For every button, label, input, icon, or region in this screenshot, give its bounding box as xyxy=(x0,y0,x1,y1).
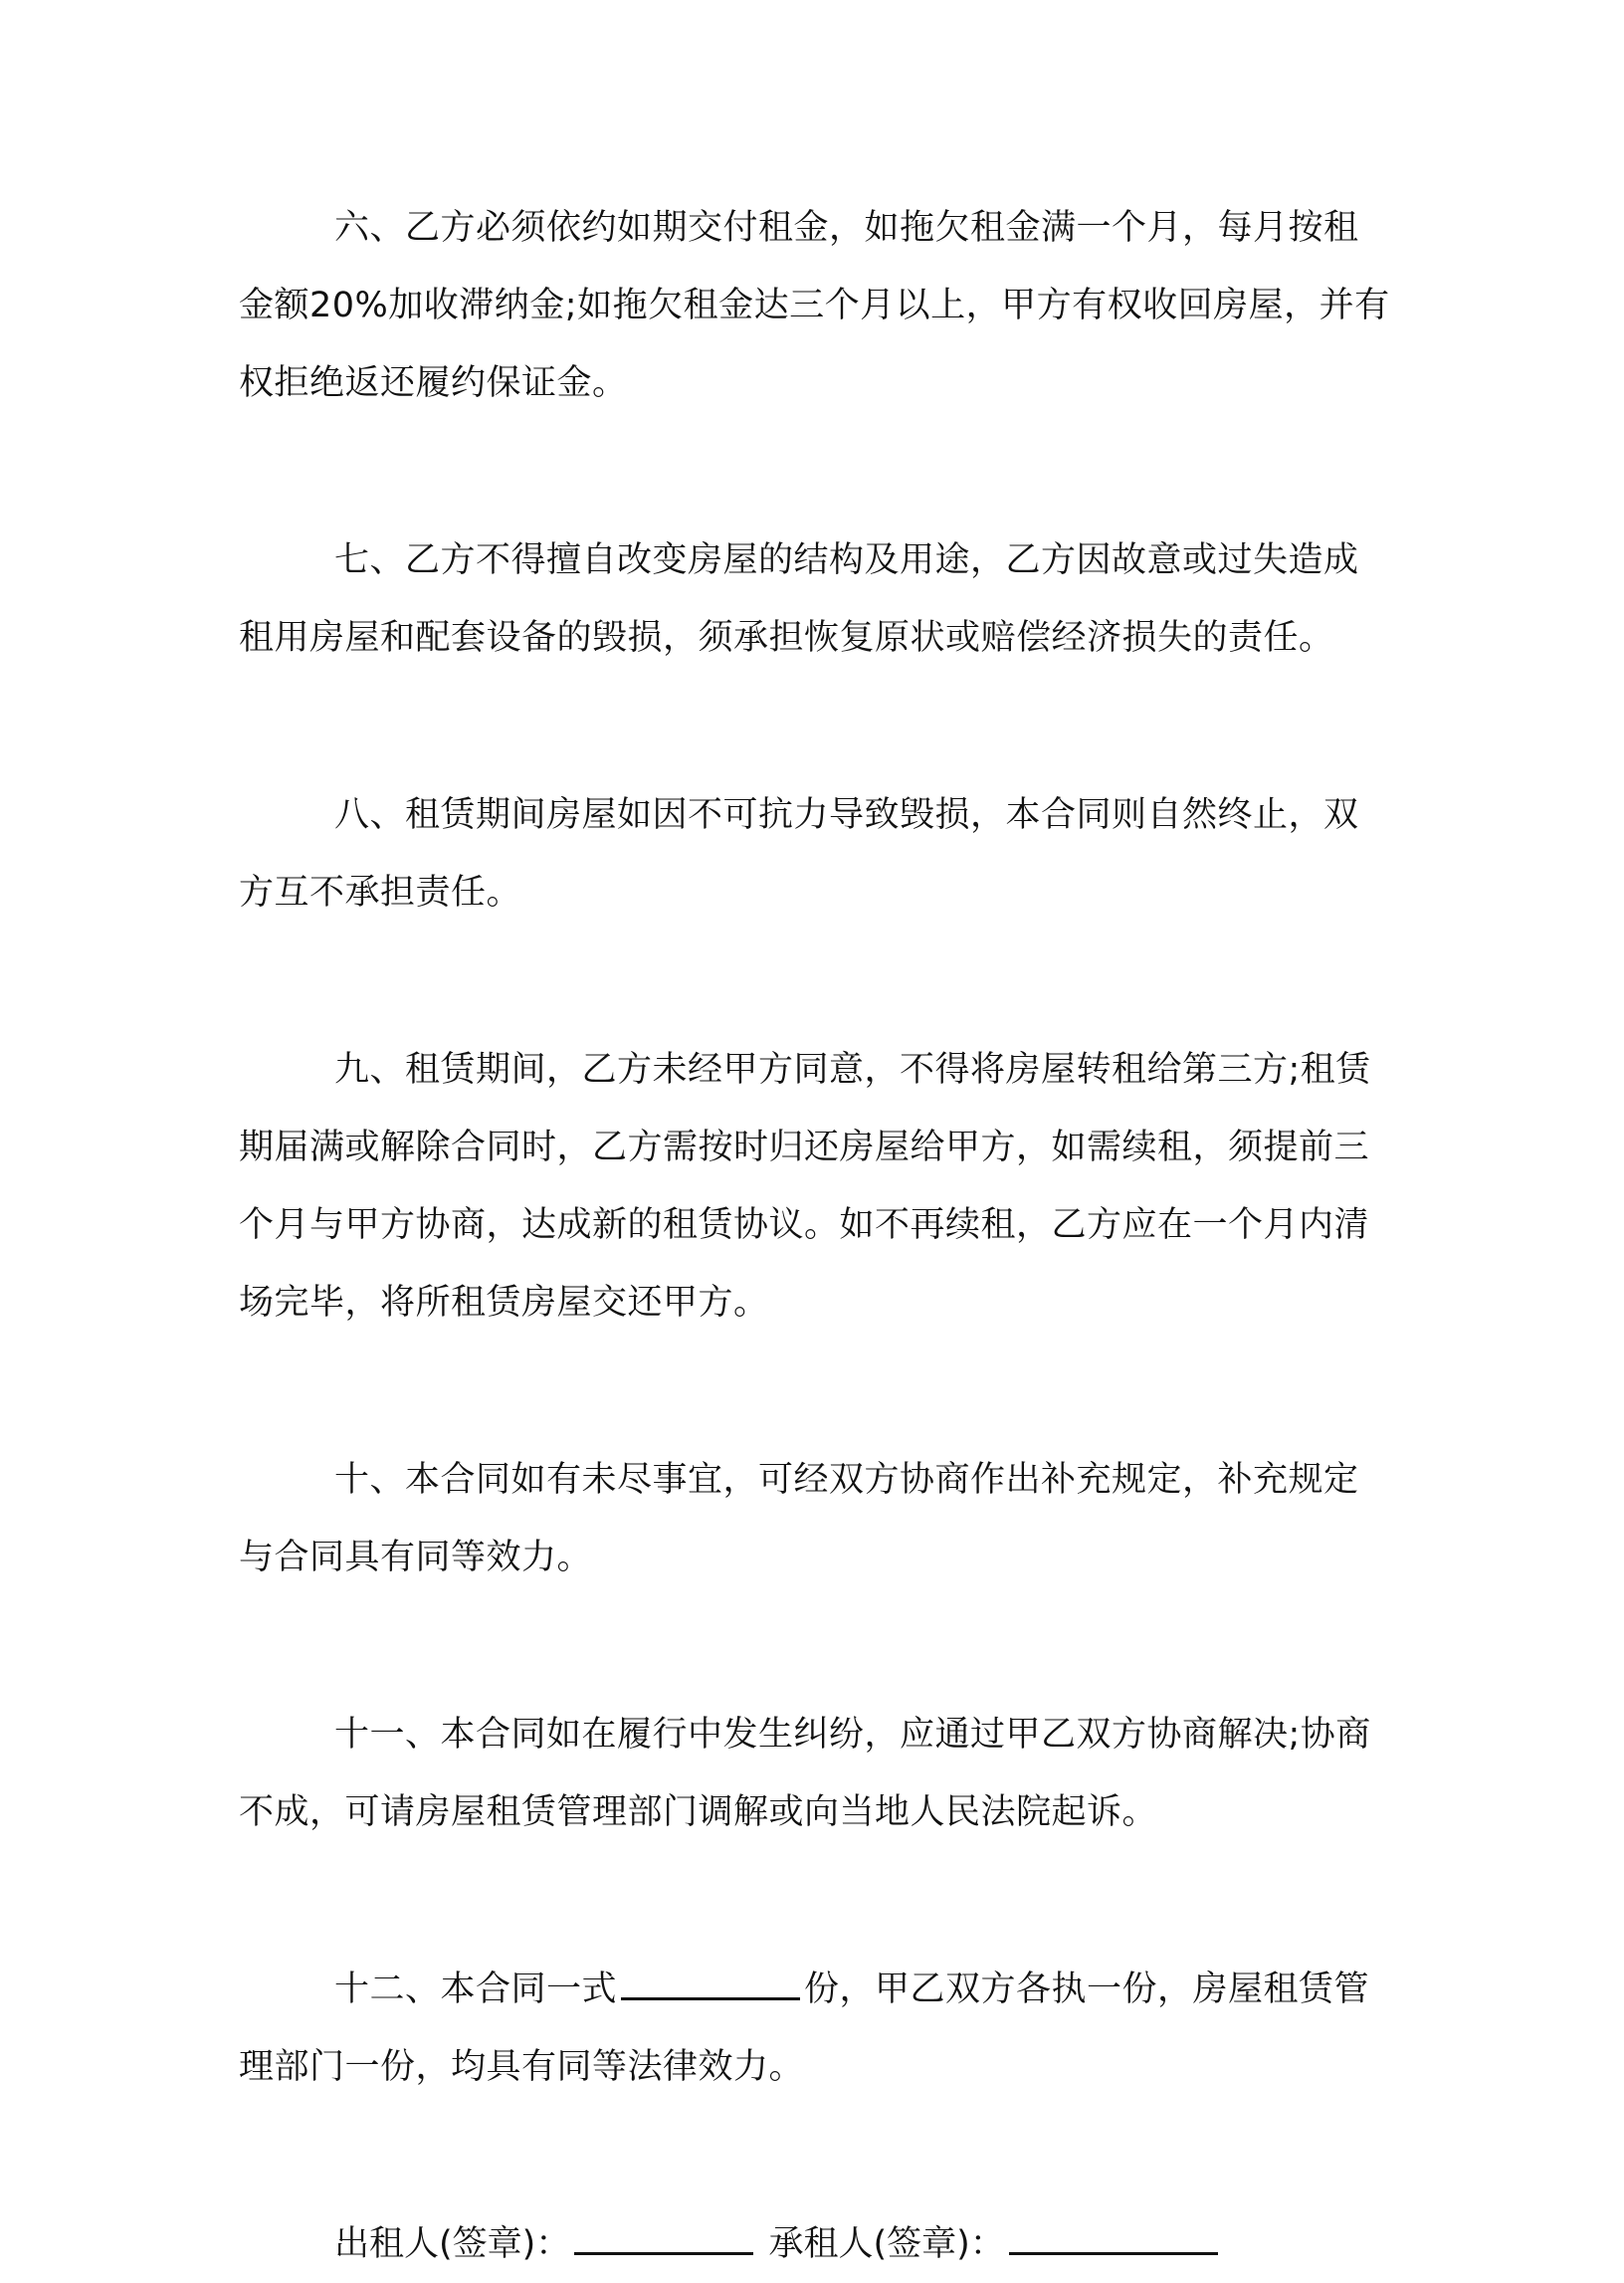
clause-12-before-blank: 十二、本合同一式 xyxy=(334,1970,618,2009)
lessor-signature-blank xyxy=(574,2222,753,2255)
clause-12 xyxy=(239,1951,1393,2106)
lessor-signature-label: 出租人(签章)： xyxy=(334,2224,571,2264)
clause-7: 七、乙方不得擅自改变房屋的结构及用途，乙方因故意或过失造成租用房屋和配套设备的毁损，须承担恢复原状或赔偿经济损失的责任。 xyxy=(239,540,1359,658)
clause-9: 九、租赁期间，乙方未经甲方同意，不得将房屋转租给第三方;租赁期届满或解除合同时，乙方需按时归还房屋给甲方，如需续租，须提前三个月与甲方协商，达成新的租赁协议。如不再续租，乙方应在一个月内清场完毕，将所租赁房屋交还甲方。 xyxy=(239,1050,1371,1323)
clause-8: 八、租赁期间房屋如因不可抗力导致毁损，本合同则自然终止，双方互不承担责任。 xyxy=(239,795,1359,913)
clause-12-after-blank: 份，甲乙双方各执一份，房屋租赁管理部门一份，均具有同等法律效力。 xyxy=(239,1970,1370,2087)
clause-6: 六、乙方必须依约如期交付租金，如拖欠租金满一个月，每月按租金额20%加收滞纳金;如拖欠租金达三个月以上，甲方有权收回房屋，并有权拒绝返还履约保证金。 xyxy=(239,208,1390,403)
contract-body xyxy=(239,189,1393,2283)
clause-10: 十、本合同如有未尽事宜，可经双方协商作出补充规定，补充规定与合同具有同等效力。 xyxy=(239,1460,1359,1577)
lessee-signature-blank xyxy=(1009,2222,1218,2255)
signature-line xyxy=(239,2205,1393,2283)
lessee-signature-label: 承租人(签章)： xyxy=(768,2224,1005,2264)
copies-blank-line xyxy=(621,1968,800,2000)
clause-11: 十一、本合同如在履行中发生纠纷，应通过甲乙双方协商解决;协商不成，可请房屋租赁管理部门调解或向当地人民法院起诉。 xyxy=(239,1715,1371,1832)
